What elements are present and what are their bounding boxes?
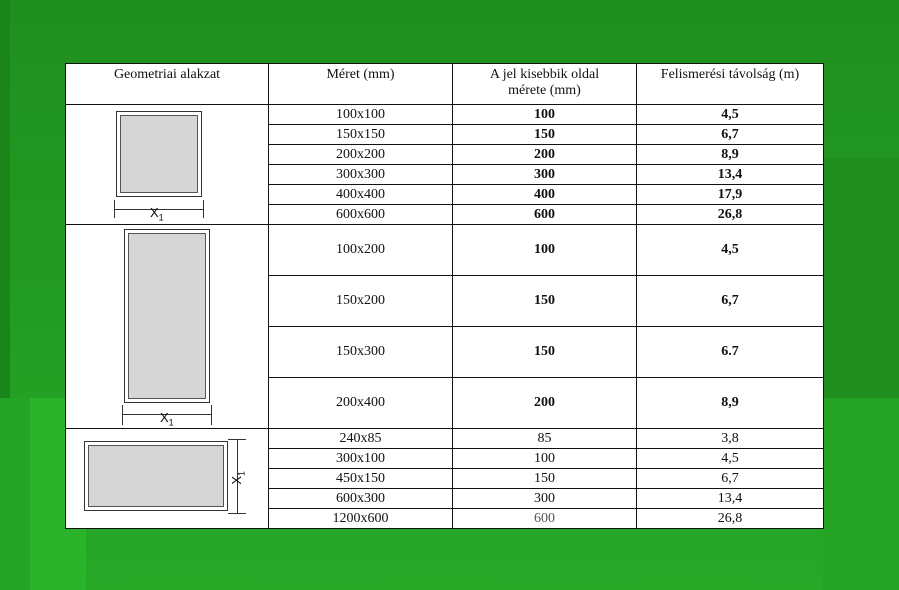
size-cell: 300x300 (269, 165, 453, 185)
smaller-side-cell: 150 (453, 125, 637, 145)
shape-cell-landscape (66, 429, 269, 529)
landscape-sign-shape (84, 441, 228, 511)
dimension-label: $X_1$ (160, 410, 174, 428)
smaller-side-cell: 400 (453, 185, 637, 205)
distance-cell: 4,5 (637, 449, 824, 469)
smaller-side-cell: 85 (453, 429, 637, 449)
size-cell: 600x300 (269, 489, 453, 509)
size-cell: 1200x600 (269, 509, 453, 529)
header-distance: Felismerési távolság (m) (637, 64, 824, 105)
smaller-side-cell: 600 (453, 509, 637, 529)
size-cell: 150x300 (269, 327, 453, 378)
smaller-side-cell: 150 (453, 469, 637, 489)
distance-cell: 6,7 (637, 469, 824, 489)
distance-cell: 8,9 (637, 378, 824, 429)
size-cell: 450x150 (269, 469, 453, 489)
sign-size-table (65, 63, 824, 529)
size-cell: 400x400 (269, 185, 453, 205)
header-row (66, 64, 824, 105)
size-cell: 240x85 (269, 429, 453, 449)
smaller-side-cell: 100 (453, 105, 637, 125)
smaller-side-cell: 100 (453, 449, 637, 469)
distance-cell: 6,7 (637, 125, 824, 145)
header-smaller-side (453, 64, 637, 105)
distance-cell: 3,8 (637, 429, 824, 449)
table-row (66, 105, 824, 125)
distance-cell: 8,9 (637, 145, 824, 165)
size-cell: 100x100 (269, 105, 453, 125)
shape-cell-square (66, 105, 269, 225)
dimension-label: $X_1$ (150, 205, 164, 223)
header-geometry: Geometriai alakzat (66, 64, 269, 105)
distance-cell: 4,5 (637, 105, 824, 125)
distance-cell: 6,7 (637, 276, 824, 327)
smaller-side-cell: 150 (453, 276, 637, 327)
header-smaller-side-line2: mérete (mm) (508, 83, 581, 98)
smaller-side-cell: 200 (453, 145, 637, 165)
distance-cell: 13,4 (637, 489, 824, 509)
size-cell: 300x100 (269, 449, 453, 469)
sign-size-table-sheet (65, 63, 823, 529)
smaller-side-cell: 100 (453, 225, 637, 276)
landscape-sign-figure (84, 439, 254, 519)
size-cell: 200x200 (269, 145, 453, 165)
size-cell: 100x200 (269, 225, 453, 276)
portrait-sign-shape (124, 229, 210, 403)
header-size: Méret (mm) (269, 64, 453, 105)
distance-cell: 4,5 (637, 225, 824, 276)
square-sign-figure (114, 111, 206, 223)
size-cell: 150x200 (269, 276, 453, 327)
distance-cell: 17,9 (637, 185, 824, 205)
smaller-side-cell: 600 (453, 205, 637, 225)
portrait-sign-figure (122, 229, 212, 427)
table-row (66, 225, 824, 276)
shape-cell-portrait (66, 225, 269, 429)
smaller-side-cell: 300 (453, 165, 637, 185)
background-block (823, 398, 899, 590)
size-cell: 200x400 (269, 378, 453, 429)
dimension-label: $X_1$ (229, 470, 247, 485)
background-block (823, 158, 899, 398)
distance-cell: 26,8 (637, 509, 824, 529)
table-row (66, 429, 824, 449)
smaller-side-cell: 200 (453, 378, 637, 429)
square-sign-shape (116, 111, 202, 197)
smaller-side-cell: 150 (453, 327, 637, 378)
size-cell: 150x150 (269, 125, 453, 145)
distance-cell: 6.7 (637, 327, 824, 378)
size-cell: 600x600 (269, 205, 453, 225)
background-block (0, 398, 30, 590)
distance-cell: 26,8 (637, 205, 824, 225)
distance-cell: 13,4 (637, 165, 824, 185)
header-smaller-side-line1: A jel kisebbik oldal (489, 67, 600, 82)
smaller-side-cell: 300 (453, 489, 637, 509)
